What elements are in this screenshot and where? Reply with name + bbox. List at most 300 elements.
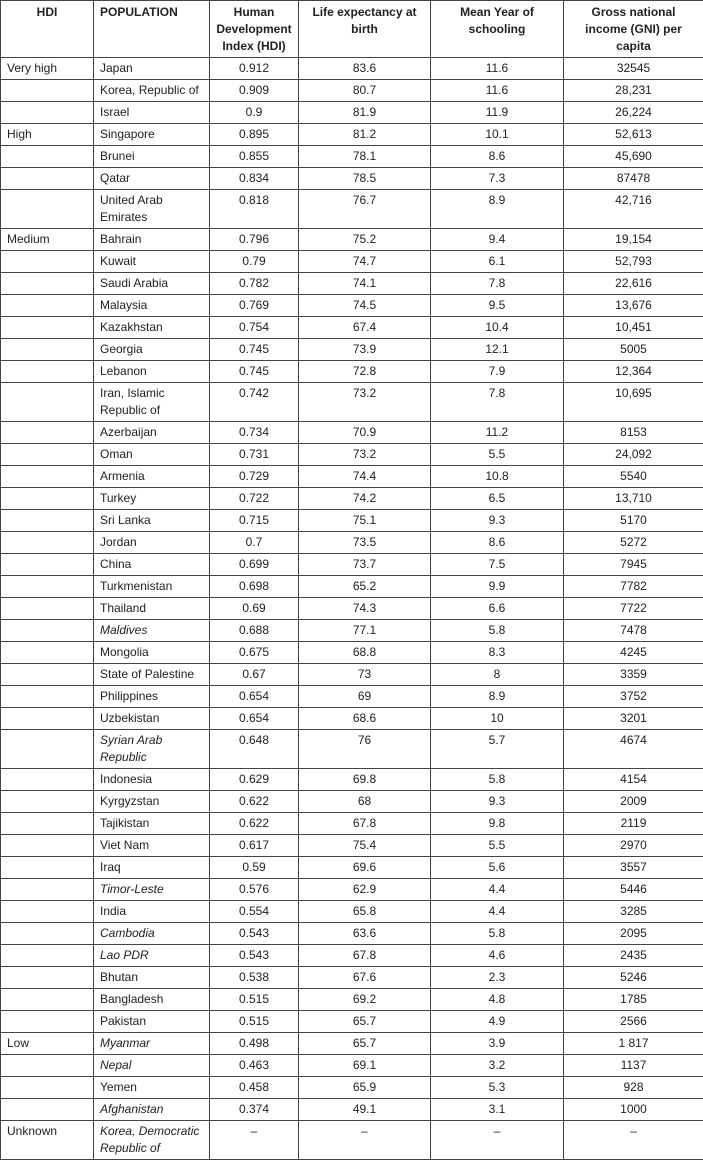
hdi-value-cell: 0.374: [210, 1099, 299, 1121]
hdi-group-cell: [1, 857, 94, 879]
schooling-cell: 5.8: [431, 769, 564, 791]
life-expectancy-cell: 76.7: [299, 190, 431, 229]
life-expectancy-cell: –: [299, 1121, 431, 1160]
schooling-cell: 8: [431, 664, 564, 686]
table-row: [1, 664, 703, 686]
table-row: [1, 339, 703, 361]
hdi-group-cell: [1, 273, 94, 295]
country-cell: United Arab Emirates: [94, 190, 210, 229]
schooling-cell: 4.8: [431, 989, 564, 1011]
life-expectancy-cell: 83.6: [299, 58, 431, 80]
gni-cell: 5170: [564, 510, 703, 532]
schooling-cell: 5.6: [431, 857, 564, 879]
header-hdi-index: Human Development Index (HDI): [210, 1, 299, 58]
table-row: [1, 422, 703, 444]
life-expectancy-cell: 73.5: [299, 532, 431, 554]
country-cell: Kuwait: [94, 251, 210, 273]
gni-cell: 7722: [564, 598, 703, 620]
gni-cell: 28,231: [564, 80, 703, 102]
table-row: [1, 769, 703, 791]
hdi-value-cell: 0.729: [210, 466, 299, 488]
table-row: [1, 835, 703, 857]
header-life-expectancy: Life expectancy at birth: [299, 1, 431, 58]
hdi-value-cell: 0.515: [210, 989, 299, 1011]
country-cell: Bhutan: [94, 967, 210, 989]
hdi-value-cell: 0.855: [210, 146, 299, 168]
life-expectancy-cell: 73.7: [299, 554, 431, 576]
hdi-value-cell: 0.912: [210, 58, 299, 80]
gni-cell: 13,710: [564, 488, 703, 510]
schooling-cell: 3.2: [431, 1055, 564, 1077]
table-row: [1, 1011, 703, 1033]
table-row: [1, 791, 703, 813]
hdi-value-cell: 0.745: [210, 339, 299, 361]
table-row: [1, 80, 703, 102]
schooling-cell: 9.3: [431, 791, 564, 813]
schooling-cell: 3.1: [431, 1099, 564, 1121]
table-row: [1, 168, 703, 190]
gni-cell: 4674: [564, 730, 703, 769]
gni-cell: 10,451: [564, 317, 703, 339]
hdi-value-cell: 0.576: [210, 879, 299, 901]
hdi-value-cell: 0.654: [210, 708, 299, 730]
hdi-value-cell: 0.688: [210, 620, 299, 642]
life-expectancy-cell: 67.8: [299, 813, 431, 835]
life-expectancy-cell: 73.2: [299, 383, 431, 422]
gni-cell: 12,364: [564, 361, 703, 383]
country-cell: Azerbaijan: [94, 422, 210, 444]
gni-cell: 13,676: [564, 295, 703, 317]
schooling-cell: 10: [431, 708, 564, 730]
hdi-group-cell: [1, 686, 94, 708]
table-row: [1, 273, 703, 295]
hdi-value-cell: 0.734: [210, 422, 299, 444]
hdi-value-cell: 0.745: [210, 361, 299, 383]
life-expectancy-cell: 70.9: [299, 422, 431, 444]
table-row: [1, 229, 703, 251]
schooling-cell: 6.6: [431, 598, 564, 620]
schooling-cell: 5.5: [431, 835, 564, 857]
hdi-group-cell: [1, 945, 94, 967]
hdi-value-cell: 0.79: [210, 251, 299, 273]
schooling-cell: 8.6: [431, 532, 564, 554]
life-expectancy-cell: 65.7: [299, 1033, 431, 1055]
life-expectancy-cell: 72.8: [299, 361, 431, 383]
hdi-value-cell: 0.742: [210, 383, 299, 422]
life-expectancy-cell: 74.2: [299, 488, 431, 510]
hdi-value-cell: 0.458: [210, 1077, 299, 1099]
schooling-cell: 7.8: [431, 273, 564, 295]
country-cell: Yemen: [94, 1077, 210, 1099]
gni-cell: 7782: [564, 576, 703, 598]
country-cell: Philippines: [94, 686, 210, 708]
life-expectancy-cell: 69.8: [299, 769, 431, 791]
header-population: POPULATION: [94, 1, 210, 58]
hdi-group-cell: [1, 576, 94, 598]
country-cell: Saudi Arabia: [94, 273, 210, 295]
table-row: [1, 1033, 703, 1055]
gni-cell: 2566: [564, 1011, 703, 1033]
hdi-value-cell: 0.648: [210, 730, 299, 769]
gni-cell: 2119: [564, 813, 703, 835]
hdi-value-cell: 0.895: [210, 124, 299, 146]
hdi-value-cell: 0.796: [210, 229, 299, 251]
schooling-cell: 5.8: [431, 923, 564, 945]
table-row: [1, 146, 703, 168]
life-expectancy-cell: 73.9: [299, 339, 431, 361]
life-expectancy-cell: 81.9: [299, 102, 431, 124]
country-cell: Maldives: [94, 620, 210, 642]
table-row: [1, 686, 703, 708]
hdi-group-cell: Medium: [1, 229, 94, 251]
gni-cell: 1000: [564, 1099, 703, 1121]
country-cell: Lao PDR: [94, 945, 210, 967]
life-expectancy-cell: 78.1: [299, 146, 431, 168]
gni-cell: 5005: [564, 339, 703, 361]
schooling-cell: 12.1: [431, 339, 564, 361]
schooling-cell: 5.8: [431, 620, 564, 642]
schooling-cell: 9.5: [431, 295, 564, 317]
life-expectancy-cell: 65.2: [299, 576, 431, 598]
hdi-group-cell: High: [1, 124, 94, 146]
gni-cell: 26,224: [564, 102, 703, 124]
table-row: [1, 1055, 703, 1077]
hdi-group-cell: [1, 444, 94, 466]
schooling-cell: 7.8: [431, 383, 564, 422]
gni-cell: 7478: [564, 620, 703, 642]
table-row: [1, 708, 703, 730]
table-row: [1, 879, 703, 901]
hdi-group-cell: [1, 835, 94, 857]
hdi-group-cell: [1, 532, 94, 554]
gni-cell: 87478: [564, 168, 703, 190]
gni-cell: 4154: [564, 769, 703, 791]
schooling-cell: 8.9: [431, 686, 564, 708]
header-hdi: HDI: [1, 1, 94, 58]
hdi-group-cell: [1, 383, 94, 422]
life-expectancy-cell: 74.7: [299, 251, 431, 273]
life-expectancy-cell: 80.7: [299, 80, 431, 102]
country-cell: Viet Nam: [94, 835, 210, 857]
hdi-value-cell: 0.69: [210, 598, 299, 620]
gni-cell: 52,613: [564, 124, 703, 146]
gni-cell: 8153: [564, 422, 703, 444]
country-cell: Korea, Democratic Republic of: [94, 1121, 210, 1160]
schooling-cell: 5.7: [431, 730, 564, 769]
gni-cell: –: [564, 1121, 703, 1160]
gni-cell: 5540: [564, 466, 703, 488]
schooling-cell: 10.8: [431, 466, 564, 488]
hdi-value-cell: 0.629: [210, 769, 299, 791]
gni-cell: 928: [564, 1077, 703, 1099]
life-expectancy-cell: 68: [299, 791, 431, 813]
country-cell: Mongolia: [94, 642, 210, 664]
hdi-group-cell: Low: [1, 1033, 94, 1055]
schooling-cell: 5.5: [431, 444, 564, 466]
gni-cell: 5246: [564, 967, 703, 989]
country-cell: China: [94, 554, 210, 576]
hdi-value-cell: –: [210, 1121, 299, 1160]
table-row: [1, 989, 703, 1011]
hdi-group-cell: [1, 769, 94, 791]
country-cell: Israel: [94, 102, 210, 124]
schooling-cell: 5.3: [431, 1077, 564, 1099]
schooling-cell: 10.1: [431, 124, 564, 146]
hdi-group-cell: [1, 190, 94, 229]
country-cell: Malaysia: [94, 295, 210, 317]
life-expectancy-cell: 68.8: [299, 642, 431, 664]
table-row: [1, 620, 703, 642]
country-cell: Lebanon: [94, 361, 210, 383]
life-expectancy-cell: 77.1: [299, 620, 431, 642]
hdi-value-cell: 0.909: [210, 80, 299, 102]
life-expectancy-cell: 67.4: [299, 317, 431, 339]
hdi-value-cell: 0.463: [210, 1055, 299, 1077]
hdi-value-cell: 0.59: [210, 857, 299, 879]
schooling-cell: 9.4: [431, 229, 564, 251]
hdi-group-cell: [1, 730, 94, 769]
gni-cell: 3201: [564, 708, 703, 730]
hdi-group-cell: [1, 466, 94, 488]
life-expectancy-cell: 75.1: [299, 510, 431, 532]
schooling-cell: 10.4: [431, 317, 564, 339]
hdi-group-cell: Unknown: [1, 1121, 94, 1160]
country-cell: Iran, Islamic Republic of: [94, 383, 210, 422]
hdi-value-cell: 0.654: [210, 686, 299, 708]
hdi-group-cell: [1, 708, 94, 730]
schooling-cell: 2.3: [431, 967, 564, 989]
schooling-cell: 8.9: [431, 190, 564, 229]
hdi-value-cell: 0.622: [210, 813, 299, 835]
life-expectancy-cell: 67.6: [299, 967, 431, 989]
life-expectancy-cell: 73.2: [299, 444, 431, 466]
table-row: [1, 857, 703, 879]
gni-cell: 45,690: [564, 146, 703, 168]
country-cell: Kazakhstan: [94, 317, 210, 339]
gni-cell: 3285: [564, 901, 703, 923]
table-row: [1, 317, 703, 339]
hdi-value-cell: 0.754: [210, 317, 299, 339]
hdi-value-cell: 0.543: [210, 923, 299, 945]
hdi-group-cell: [1, 361, 94, 383]
table-row: [1, 945, 703, 967]
table-row: [1, 730, 703, 769]
schooling-cell: 4.4: [431, 901, 564, 923]
gni-cell: 5272: [564, 532, 703, 554]
table-row: [1, 598, 703, 620]
table-row: [1, 813, 703, 835]
schooling-cell: 6.1: [431, 251, 564, 273]
country-cell: Brunei: [94, 146, 210, 168]
hdi-group-cell: [1, 879, 94, 901]
schooling-cell: 9.3: [431, 510, 564, 532]
country-cell: Uzbekistan: [94, 708, 210, 730]
gni-cell: 3359: [564, 664, 703, 686]
hdi-value-cell: 0.7: [210, 532, 299, 554]
country-cell: Cambodia: [94, 923, 210, 945]
schooling-cell: 9.9: [431, 576, 564, 598]
table-row: [1, 901, 703, 923]
gni-cell: 3752: [564, 686, 703, 708]
schooling-cell: 4.4: [431, 879, 564, 901]
country-cell: India: [94, 901, 210, 923]
gni-cell: 2095: [564, 923, 703, 945]
hdi-value-cell: 0.498: [210, 1033, 299, 1055]
hdi-group-cell: [1, 598, 94, 620]
country-cell: Korea, Republic of: [94, 80, 210, 102]
hdi-group-cell: [1, 923, 94, 945]
hdi-group-cell: [1, 146, 94, 168]
hdi-group-cell: [1, 422, 94, 444]
country-cell: Myanmar: [94, 1033, 210, 1055]
schooling-cell: 8.3: [431, 642, 564, 664]
country-cell: Sri Lanka: [94, 510, 210, 532]
life-expectancy-cell: 74.3: [299, 598, 431, 620]
life-expectancy-cell: 76: [299, 730, 431, 769]
life-expectancy-cell: 75.2: [299, 229, 431, 251]
hdi-group-cell: [1, 901, 94, 923]
country-cell: Thailand: [94, 598, 210, 620]
gni-cell: 2435: [564, 945, 703, 967]
country-cell: Timor-Leste: [94, 879, 210, 901]
gni-cell: 4245: [564, 642, 703, 664]
hdi-group-cell: [1, 488, 94, 510]
life-expectancy-cell: 65.8: [299, 901, 431, 923]
table-row: [1, 444, 703, 466]
table-row: [1, 190, 703, 229]
hdi-value-cell: 0.834: [210, 168, 299, 190]
schooling-cell: 4.6: [431, 945, 564, 967]
life-expectancy-cell: 74.5: [299, 295, 431, 317]
life-expectancy-cell: 63.6: [299, 923, 431, 945]
hdi-group-cell: [1, 168, 94, 190]
table-row: [1, 510, 703, 532]
country-cell: Qatar: [94, 168, 210, 190]
country-cell: Armenia: [94, 466, 210, 488]
hdi-value-cell: 0.9: [210, 102, 299, 124]
gni-cell: 10,695: [564, 383, 703, 422]
country-cell: Bahrain: [94, 229, 210, 251]
gni-cell: 42,716: [564, 190, 703, 229]
country-cell: Oman: [94, 444, 210, 466]
table-body: [1, 58, 703, 1160]
gni-cell: 1785: [564, 989, 703, 1011]
hdi-value-cell: 0.622: [210, 791, 299, 813]
country-cell: State of Palestine: [94, 664, 210, 686]
hdi-value-cell: 0.722: [210, 488, 299, 510]
gni-cell: 52,793: [564, 251, 703, 273]
table-row: [1, 532, 703, 554]
life-expectancy-cell: 74.4: [299, 466, 431, 488]
life-expectancy-cell: 65.9: [299, 1077, 431, 1099]
table-row: [1, 576, 703, 598]
hdi-group-cell: [1, 102, 94, 124]
life-expectancy-cell: 69.2: [299, 989, 431, 1011]
life-expectancy-cell: 68.6: [299, 708, 431, 730]
life-expectancy-cell: 81.2: [299, 124, 431, 146]
schooling-cell: 11.9: [431, 102, 564, 124]
header-row: [1, 1, 703, 58]
country-cell: Tajikistan: [94, 813, 210, 835]
gni-cell: 19,154: [564, 229, 703, 251]
life-expectancy-cell: 69: [299, 686, 431, 708]
country-cell: Georgia: [94, 339, 210, 361]
gni-cell: 5446: [564, 879, 703, 901]
hdi-value-cell: 0.699: [210, 554, 299, 576]
schooling-cell: 4.9: [431, 1011, 564, 1033]
hdi-value-cell: 0.782: [210, 273, 299, 295]
hdi-value-cell: 0.818: [210, 190, 299, 229]
hdi-group-cell: [1, 80, 94, 102]
table-row: [1, 1077, 703, 1099]
table-row: [1, 124, 703, 146]
hdi-value-cell: 0.769: [210, 295, 299, 317]
hdi-group-cell: [1, 1011, 94, 1033]
hdi-group-cell: [1, 1099, 94, 1121]
table-row: [1, 102, 703, 124]
country-cell: Kyrgyzstan: [94, 791, 210, 813]
schooling-cell: 7.5: [431, 554, 564, 576]
hdi-group-cell: [1, 554, 94, 576]
hdi-group-cell: [1, 1077, 94, 1099]
table-row: [1, 466, 703, 488]
country-cell: Pakistan: [94, 1011, 210, 1033]
hdi-value-cell: 0.731: [210, 444, 299, 466]
life-expectancy-cell: 78.5: [299, 168, 431, 190]
life-expectancy-cell: 69.6: [299, 857, 431, 879]
table-row: [1, 488, 703, 510]
hdi-value-cell: 0.617: [210, 835, 299, 857]
hdi-group-cell: [1, 339, 94, 361]
schooling-cell: –: [431, 1121, 564, 1160]
schooling-cell: 7.9: [431, 361, 564, 383]
hdi-group-cell: [1, 967, 94, 989]
hdi-value-cell: 0.538: [210, 967, 299, 989]
country-cell: Nepal: [94, 1055, 210, 1077]
country-cell: Turkey: [94, 488, 210, 510]
schooling-cell: 7.3: [431, 168, 564, 190]
header-gni: Gross national income (GNI) per capita: [564, 1, 703, 58]
hdi-group-cell: [1, 620, 94, 642]
table-row: [1, 58, 703, 80]
gni-cell: 1137: [564, 1055, 703, 1077]
gni-cell: 2970: [564, 835, 703, 857]
country-cell: Afghanistan: [94, 1099, 210, 1121]
schooling-cell: 8.6: [431, 146, 564, 168]
schooling-cell: 11.2: [431, 422, 564, 444]
hdi-group-cell: [1, 510, 94, 532]
table-row: [1, 1121, 703, 1160]
hdi-group-cell: [1, 251, 94, 273]
hdi-group-cell: Very high: [1, 58, 94, 80]
life-expectancy-cell: 49.1: [299, 1099, 431, 1121]
country-cell: Bangladesh: [94, 989, 210, 1011]
country-cell: Iraq: [94, 857, 210, 879]
gni-cell: 2009: [564, 791, 703, 813]
country-cell: Singapore: [94, 124, 210, 146]
schooling-cell: 6.5: [431, 488, 564, 510]
header-mean-schooling: Mean Year of schooling: [431, 1, 564, 58]
table-row: [1, 1099, 703, 1121]
table-row: [1, 295, 703, 317]
table-row: [1, 967, 703, 989]
country-cell: Turkmenistan: [94, 576, 210, 598]
life-expectancy-cell: 62.9: [299, 879, 431, 901]
hdi-value-cell: 0.554: [210, 901, 299, 923]
table-row: [1, 383, 703, 422]
table-row: [1, 554, 703, 576]
hdi-group-cell: [1, 642, 94, 664]
